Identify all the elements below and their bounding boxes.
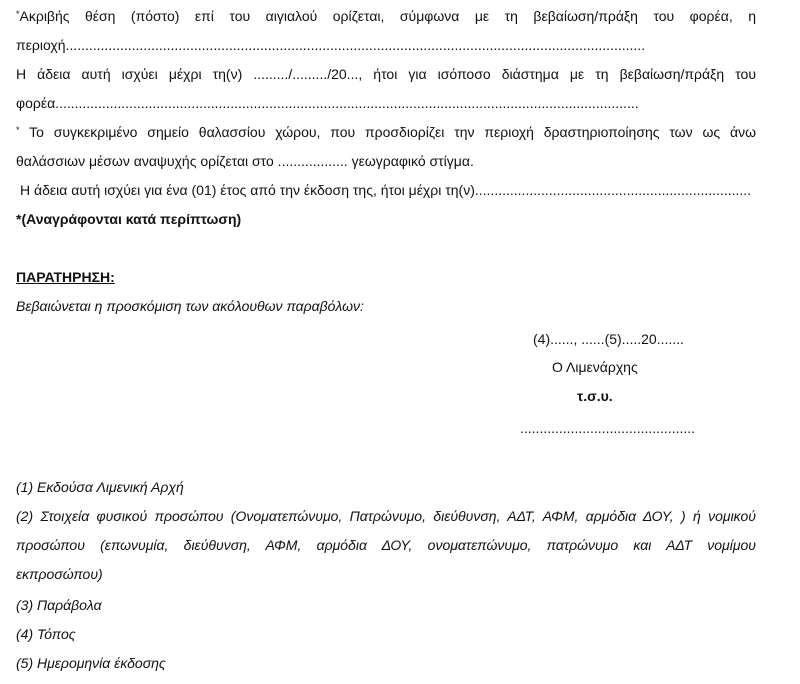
note-2-line-3: εκπροσώπου) bbox=[16, 566, 103, 582]
geo-point-line: θαλάσσιων μέσων αναψυχής ορίζεται στο .................. γεωγραφικό στίγμα. bbox=[16, 153, 474, 169]
remark-heading: ΠΑΡΑΤΗΡΗΣΗ: bbox=[16, 269, 115, 285]
signature-line: ............................................. bbox=[520, 420, 696, 436]
validity-line: Η άδεια αυτή ισχύει μέχρι τη(ν) ........./........./20..., ήτοι για ισόποσο διάστημα με τη βεβαίωση/πράξη του bbox=[16, 66, 756, 82]
area-line: περιοχή..................................................................................................................................................... bbox=[16, 37, 646, 53]
note-3: (3) Παράβολα bbox=[16, 597, 102, 613]
position-line bbox=[16, 7, 756, 25]
signature-abbr: τ.σ.υ. bbox=[577, 388, 613, 404]
note-1: (1) Εκδούσα Λιμενική Αρχή bbox=[16, 479, 184, 495]
remark-text: Βεβαιώνεται η προσκόμιση των ακόλουθων παραβόλων: bbox=[16, 298, 364, 314]
asterisk-marker: * bbox=[16, 9, 20, 19]
one-year-line: Η άδεια αυτή ισχύει για ένα (01) έτος από την έκδοση της, ήτοι μέχρι τη(ν)....................................................................... bbox=[20, 182, 752, 198]
sea-area-line bbox=[16, 123, 756, 141]
sea-area-text: Το συγκεκριμένο σημείο θαλασσίου χώρου, που προσδιορίζει την περιοχή δραστηριοποίησης των ως άνω bbox=[29, 124, 756, 140]
case-note: *(Αναγράφονται κατά περίπτωση) bbox=[16, 211, 242, 227]
asterisk-marker: * bbox=[16, 125, 20, 135]
note-5: (5) Ημερομηνία έκδοσης bbox=[16, 655, 166, 671]
signature-date: (4)......, ......(5).....20....... bbox=[533, 331, 684, 347]
note-4: (4) Τόπος bbox=[16, 626, 76, 642]
note-2-line-2: προσώπου (επωνυμία, διεύθυνση, ΑΦΜ, αρμόδια ΔΟΥ, ονοματεπώνυμο, πατρώνυμο και ΑΔΤ νομίμου bbox=[16, 537, 756, 553]
signature-role: Ο Λιμενάρχης bbox=[552, 359, 638, 375]
position-text: Ακριβής θέση (πόστο) επί του αιγιαλού ορίζεται, σύμφωνα με τη βεβαίωση/πράξη του φορέα, η bbox=[19, 8, 756, 24]
note-2-line-1: (2) Στοιχεία φυσικού προσώπου (Ονοματεπώνυμο, Πατρώνυμο, διεύθυνση, ΑΔΤ, ΑΦΜ, αρμόδια ΔΟΥ, ) ή νομικού bbox=[16, 508, 756, 524]
body-line: φορέα...................................................................................................................................................... bbox=[16, 95, 639, 111]
